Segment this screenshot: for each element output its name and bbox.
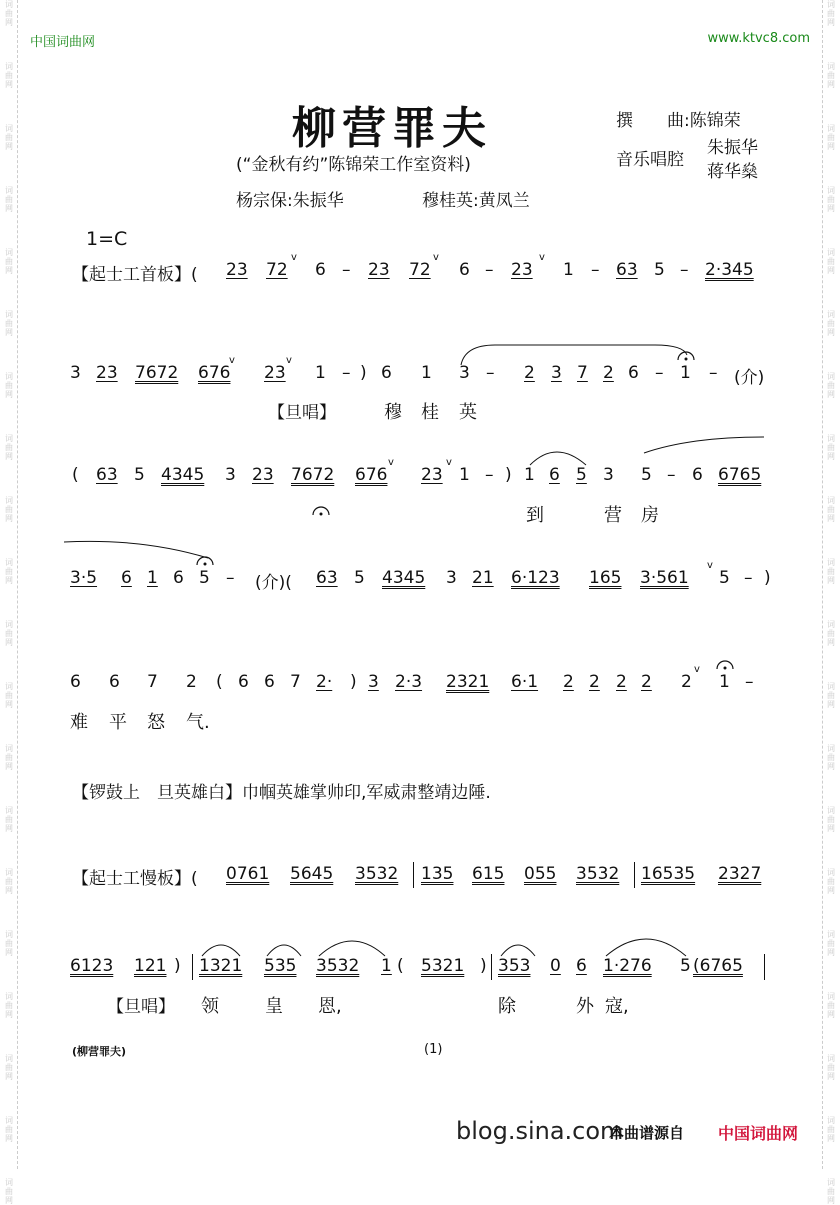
lyric: 除: [498, 996, 516, 1017]
bracket: ): [480, 956, 487, 976]
note-group: 7672: [135, 363, 179, 383]
score-row-3: [0, 457, 840, 495]
note-group: 63: [96, 465, 118, 485]
note-group: 1: [421, 363, 432, 383]
key-signature: 1=C: [86, 228, 128, 250]
watermark-glyph-group: 词 曲 网: [5, 372, 13, 399]
note-group: 3·5: [70, 568, 98, 588]
note-group: 3: [551, 363, 562, 383]
lyric: 到: [526, 505, 544, 526]
note-group: 3: [459, 363, 470, 383]
note-group: 7: [577, 363, 588, 383]
note-group: 2: [589, 672, 600, 692]
note-group: 165: [589, 568, 622, 588]
note-group: 23: [226, 260, 248, 280]
note-group: 5: [719, 568, 730, 588]
note-dash: –: [226, 568, 235, 588]
slur-mark: [199, 938, 243, 958]
jie-interlude: (介)(: [255, 573, 292, 593]
note-group: 2: [186, 672, 197, 692]
page-number: (1): [424, 1042, 443, 1057]
note-group: 2·: [316, 672, 333, 692]
slur-mark: [526, 445, 590, 467]
note-group: 7672: [291, 465, 335, 485]
lyric: 穆: [384, 402, 402, 423]
note-group: 2: [563, 672, 574, 692]
watermark-glyph-group: 词 曲 网: [827, 1116, 835, 1143]
note-group: 3: [446, 568, 457, 588]
spoken-line: 【锣鼓上 旦英雄白】巾帼英雄掌帅印,军威肃整靖边陲.: [72, 783, 491, 803]
note-group: 6765: [718, 465, 762, 485]
watermark-glyph-group: 词 曲 网: [827, 372, 835, 399]
note-group: 5: [134, 465, 145, 485]
note-dash: –: [342, 260, 351, 280]
watermark-glyph-group: 词 曲 网: [5, 744, 13, 771]
note-group: 6: [549, 465, 560, 485]
slur-mark: [603, 932, 689, 958]
note-dash: –: [342, 363, 351, 383]
lyric: 房: [641, 505, 659, 526]
note-dash: –: [485, 260, 494, 280]
source-label: 本曲谱源自: [609, 1124, 685, 1142]
fermata-mark: [311, 504, 331, 518]
note-group: 535: [264, 956, 297, 976]
note-group: 4345: [161, 465, 205, 485]
note-group: 0761: [226, 864, 270, 884]
note-group: 5: [576, 465, 587, 485]
bracket: (: [216, 672, 223, 692]
note-dash: –: [667, 465, 676, 485]
note-group: 1: [680, 363, 691, 383]
note-group: 5: [641, 465, 652, 485]
breath-mark: v: [707, 560, 713, 571]
jie-interlude: (介): [734, 368, 765, 388]
note-group: 1: [315, 363, 326, 383]
watermark-glyph-group: 词 曲 网: [827, 496, 835, 523]
slur-mark: [62, 536, 212, 562]
note-group: 3: [70, 363, 81, 383]
watermark-glyph-group: 词 曲 网: [827, 434, 835, 461]
note-group: 6: [238, 672, 249, 692]
breath-mark: v: [286, 355, 292, 366]
watermark-glyph-group: 词 曲 网: [827, 124, 835, 151]
note-group: 6: [70, 672, 81, 692]
bar-line: [413, 862, 414, 888]
note-group: 3: [225, 465, 236, 485]
lyric: 领: [201, 996, 219, 1017]
note-group: 6·123: [511, 568, 560, 588]
note-group: 2327: [718, 864, 762, 884]
note-group: 72: [409, 260, 431, 280]
note-group: 6: [264, 672, 275, 692]
cast-mu-guiying: 穆桂英:黄凤兰: [422, 191, 530, 211]
breath-mark: v: [446, 457, 452, 468]
watermark-glyph-group: 词 曲 网: [5, 806, 13, 833]
composer-credit: [616, 106, 741, 131]
watermark-glyph-group: 词 曲 网: [5, 1054, 13, 1081]
site-watermark-right: www.ktvc8.com: [707, 31, 810, 46]
composer-name: 陈锦荣: [689, 111, 741, 131]
watermark-glyph-group: 词 曲 网: [5, 1116, 13, 1143]
score-row-1: [0, 252, 840, 290]
watermark-glyph-group: 词 曲 网: [5, 62, 13, 89]
note-group: 6123: [70, 956, 114, 976]
watermark-glyph-group: 词 曲 网: [827, 806, 835, 833]
note-group: 3532: [316, 956, 360, 976]
watermark-glyph-group: 词 曲 网: [5, 496, 13, 523]
note-group: 3: [603, 465, 614, 485]
note-group: 2: [616, 672, 627, 692]
note-group: 63: [316, 568, 338, 588]
note-group: 1: [719, 672, 730, 692]
note-group: 1·276: [603, 956, 652, 976]
lyric: 皇: [265, 996, 283, 1017]
bracket: ): [764, 568, 771, 588]
watermark-glyph-group: 词 曲 网: [827, 744, 835, 771]
watermark-glyph-group: 词 曲 网: [827, 62, 835, 89]
note-dash: –: [591, 260, 600, 280]
bracket: ): [350, 672, 357, 692]
note-group: 6·1: [511, 672, 539, 692]
section-label-qishigong-shouban: 【起士工首板】(: [72, 265, 198, 285]
note-dash: –: [745, 672, 754, 692]
watermark-glyph-group: 词 曲 网: [827, 186, 835, 213]
lyric: 寇,: [605, 996, 629, 1017]
note-group: 0: [550, 956, 561, 976]
note-group: 5321: [421, 956, 465, 976]
note-group: 6: [381, 363, 392, 383]
watermark-glyph-group: 词 曲 网: [827, 868, 835, 895]
note-group: 615: [472, 864, 505, 884]
fermata-mark: [195, 554, 215, 568]
note-dash: –: [485, 465, 494, 485]
note-group: 135: [421, 864, 454, 884]
note-group: 5: [654, 260, 665, 280]
note-group: 23: [264, 363, 286, 383]
note-group: 5645: [290, 864, 334, 884]
note-group: 1: [381, 956, 392, 976]
score-row-5: [0, 664, 840, 702]
note-group: 7: [290, 672, 301, 692]
note-group: 2321: [446, 672, 490, 692]
note-group: 5: [680, 956, 691, 976]
note-group: 23: [96, 363, 118, 383]
note-group: 6: [315, 260, 326, 280]
note-group: 23: [511, 260, 533, 280]
note-group: 16535: [641, 864, 696, 884]
watermark-glyph-group: 词 曲 网: [5, 1178, 13, 1205]
note-group: 2: [524, 363, 535, 383]
note-dash: –: [709, 363, 718, 383]
vocal-name-1: 朱振华: [707, 138, 758, 158]
source-site-name: 中国词曲网: [718, 1124, 799, 1143]
note-dash: –: [744, 568, 753, 588]
lyric: 平: [109, 712, 127, 733]
footer-title: (柳营罪夫): [72, 1045, 127, 1058]
breath-mark: v: [433, 252, 439, 263]
bar-line: [764, 954, 765, 980]
bracket: (: [397, 956, 404, 976]
breath-mark: v: [694, 664, 700, 675]
watermark-glyph-group: 词 曲 网: [827, 682, 835, 709]
note-group: 3·561: [640, 568, 689, 588]
lyric: 难: [70, 712, 88, 733]
note-group: 1: [459, 465, 470, 485]
lyric: 桂: [421, 402, 439, 423]
note-group: 2: [641, 672, 652, 692]
watermark-glyph-group: 词 曲 网: [5, 0, 13, 27]
watermark-glyph-group: 词 曲 网: [5, 558, 13, 585]
vocal-name-2: 蒋华燊: [707, 162, 758, 182]
bar-line: [491, 954, 492, 980]
note-group: 6: [576, 956, 587, 976]
note-group: 3532: [355, 864, 399, 884]
note-group: 2·3: [395, 672, 423, 692]
lyric: 外: [576, 996, 594, 1017]
note-group: 1321: [199, 956, 243, 976]
note-group: 23: [368, 260, 390, 280]
watermark-glyph-group: 词 曲 网: [5, 186, 13, 213]
note-group: 2: [603, 363, 614, 383]
note-group: 23: [252, 465, 274, 485]
cast-yang-zongbao: 杨宗保:朱振华: [236, 191, 344, 211]
note-group: 6: [109, 672, 120, 692]
slur-mark: [640, 435, 770, 455]
lyric: 恩,: [318, 996, 342, 1017]
watermark-glyph-group: 词 曲 网: [827, 248, 835, 275]
bracket: ): [360, 363, 367, 383]
note-group: 2·345: [705, 260, 754, 280]
watermark-glyph-group: 词 曲 网: [5, 620, 13, 647]
bracket: ): [174, 956, 181, 976]
note-dash: –: [486, 363, 495, 383]
note-group: 676: [198, 363, 231, 383]
fermata-mark: [715, 658, 735, 672]
watermark-glyph-group: 词 曲 网: [5, 992, 13, 1019]
note-group: 055: [524, 864, 557, 884]
lyric: 怒: [147, 712, 165, 733]
note-dash: –: [680, 260, 689, 280]
note-dash: –: [655, 363, 664, 383]
note-group: 6: [173, 568, 184, 588]
watermark-glyph-group: 词 曲 网: [5, 868, 13, 895]
note-group: 6: [692, 465, 703, 485]
fermata-mark: [676, 349, 696, 363]
note-group: 72: [266, 260, 288, 280]
watermark-glyph-group: 词 曲 网: [5, 434, 13, 461]
lyric: 营: [604, 505, 622, 526]
slur-mark: [316, 934, 388, 958]
watermark-glyph-group: 词 曲 网: [5, 248, 13, 275]
note-group: (6765: [693, 956, 743, 976]
slur-mark: [455, 341, 695, 367]
bar-line: [634, 862, 635, 888]
note-group: 23: [421, 465, 443, 485]
note-group: 6: [459, 260, 470, 280]
note-group: 4345: [382, 568, 426, 588]
watermark-glyph-group: 词 曲 网: [827, 0, 835, 27]
note-group: 3532: [576, 864, 620, 884]
vocal-cue-dan: 【旦唱】: [107, 997, 175, 1017]
blog-watermark: blog.sina.com: [456, 1117, 624, 1145]
score-row-4: [0, 560, 840, 598]
bar-line: [192, 954, 193, 980]
watermark-glyph-group: 词 曲 网: [827, 310, 835, 337]
watermark-glyph-group: 词 曲 网: [827, 620, 835, 647]
watermark-glyph-group: 词 曲 网: [5, 310, 13, 337]
slur-mark: [264, 938, 304, 958]
watermark-glyph-group: 词 曲 网: [5, 124, 13, 151]
note-group: 7: [147, 672, 158, 692]
section-label-qishigong-manban: 【起士工慢板】(: [72, 869, 198, 889]
site-watermark-left: 中国词曲网: [30, 35, 96, 50]
breath-mark: v: [229, 355, 235, 366]
watermark-glyph-group: 词 曲 网: [827, 558, 835, 585]
score-row-7: [0, 956, 840, 986]
lyric: 气.: [186, 712, 210, 733]
score-row-6: [0, 864, 840, 894]
note-group: 3: [368, 672, 379, 692]
note-group: 353: [498, 956, 531, 976]
score-subtitle: (“金秋有约”陈锦荣工作室资料): [236, 155, 471, 175]
composer-label: 撰 曲:: [616, 111, 690, 131]
watermark-glyph-group: 词 曲 网: [5, 930, 13, 957]
note-group: 5: [199, 568, 210, 588]
watermark-glyph-group: 词 曲 网: [827, 930, 835, 957]
watermark-glyph-group: 词 曲 网: [827, 992, 835, 1019]
note-group: 6: [628, 363, 639, 383]
note-group: 121: [134, 956, 167, 976]
vocal-label: 音乐唱腔: [616, 150, 684, 170]
score-title: 柳营罪夫: [292, 103, 492, 154]
vocal-cue-dan: 【旦唱】: [268, 403, 336, 423]
note-group: 1: [563, 260, 574, 280]
bracket: ): [505, 465, 512, 485]
watermark-glyph-group: 词 曲 网: [5, 682, 13, 709]
note-group: 6: [121, 568, 132, 588]
note-group: 2: [681, 672, 692, 692]
lyric: 英: [459, 402, 477, 423]
watermark-glyph-group: 词 曲 网: [827, 1054, 835, 1081]
note-group: 1: [524, 465, 535, 485]
note-group: 1: [147, 568, 158, 588]
score-row-2: [0, 355, 840, 393]
note-group: 21: [472, 568, 494, 588]
note-group: 5: [354, 568, 365, 588]
breath-mark: v: [539, 252, 545, 263]
note-group: 676: [355, 465, 388, 485]
breath-mark: v: [291, 252, 297, 263]
breath-mark: v: [388, 457, 394, 468]
bracket: (: [72, 465, 79, 485]
slur-mark: [498, 938, 538, 958]
watermark-glyph-group: 词 曲 网: [827, 1178, 835, 1205]
note-group: 63: [616, 260, 638, 280]
